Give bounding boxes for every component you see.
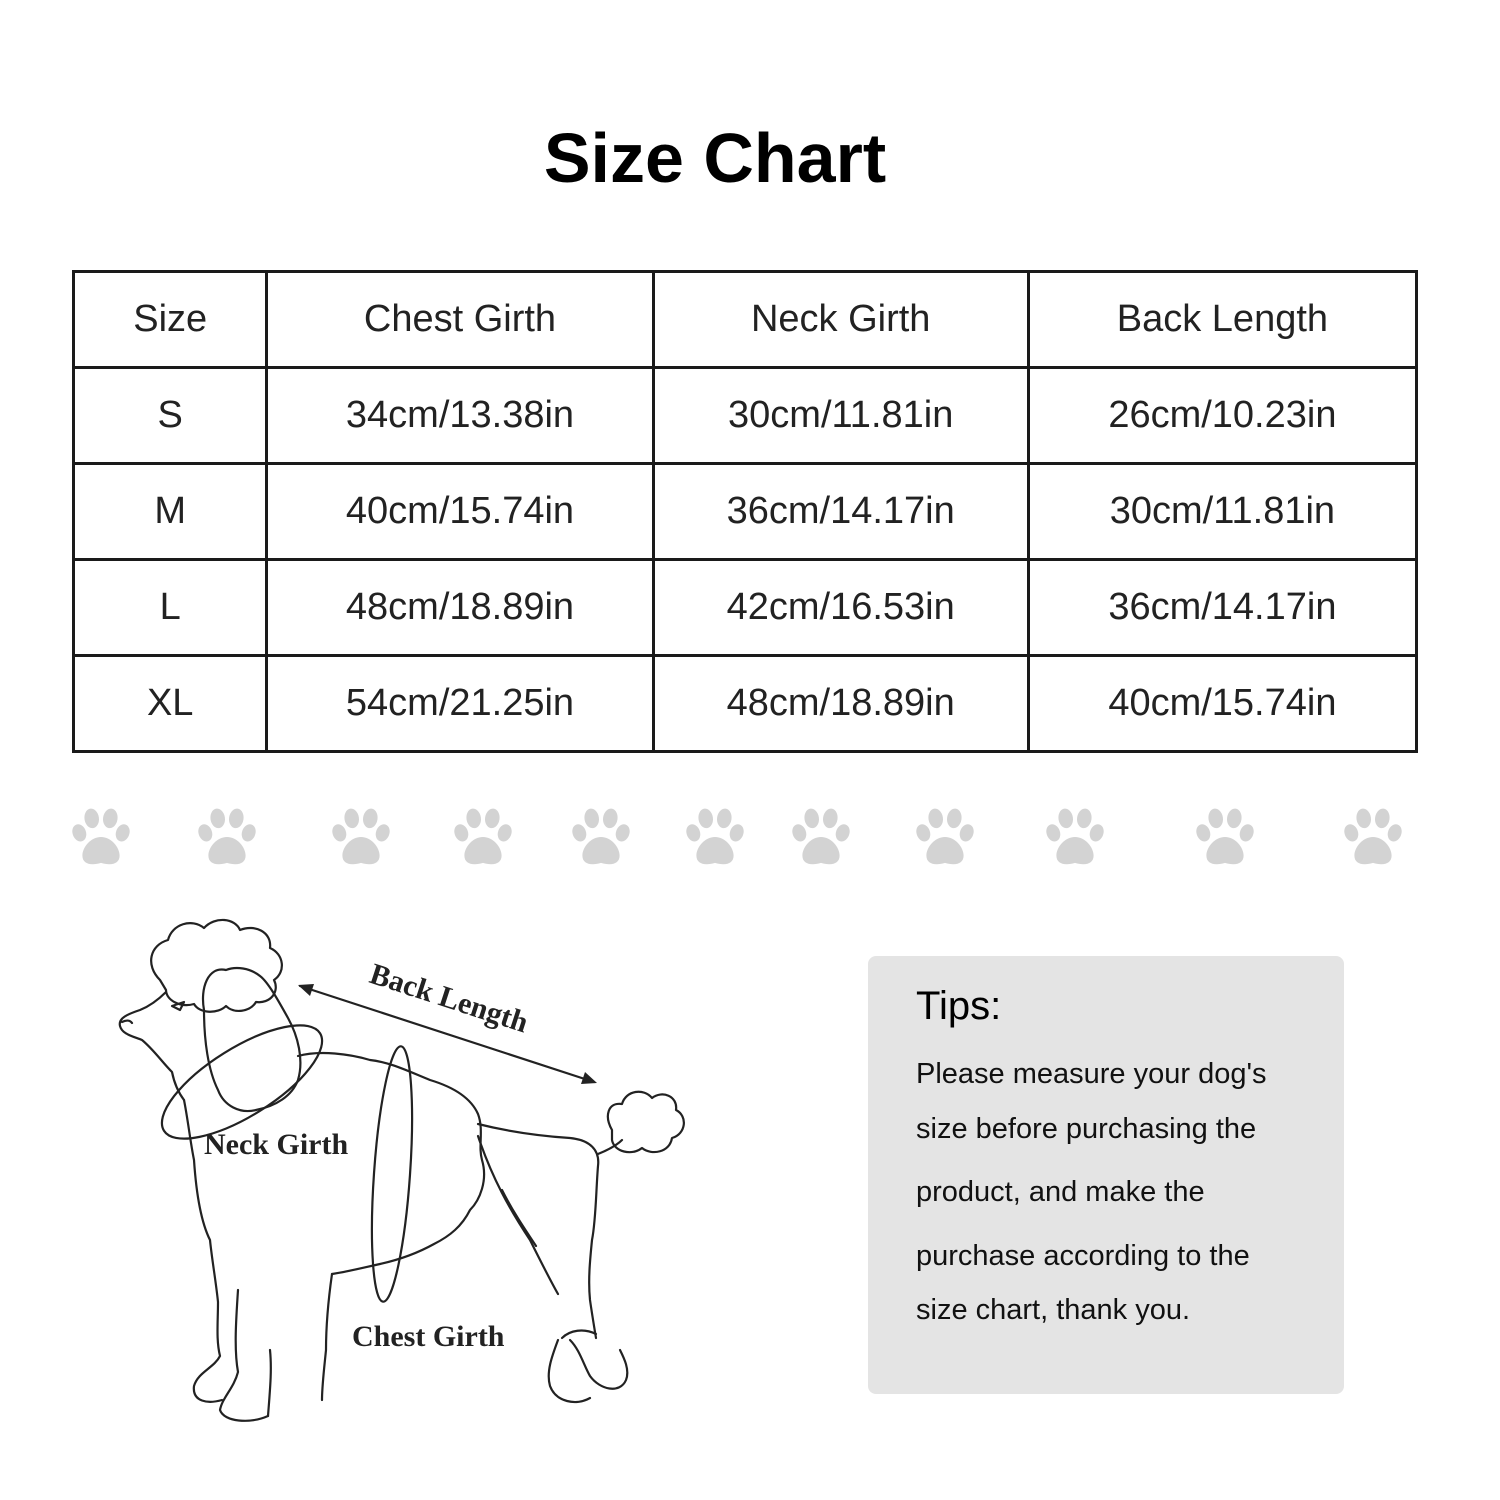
cell-chest: 34cm/13.38in	[267, 368, 653, 464]
paw-print-icon	[70, 806, 132, 868]
dog-eye	[172, 1002, 184, 1010]
dog-measurement-diagram	[100, 910, 700, 1450]
cell-neck: 36cm/14.17in	[653, 464, 1028, 560]
table-row	[74, 464, 1417, 560]
cell-neck: 42cm/16.53in	[653, 560, 1028, 656]
cell-size: M	[74, 464, 267, 560]
table-row	[74, 656, 1417, 752]
size-table	[72, 270, 1418, 753]
table-row	[74, 368, 1417, 464]
tips-line: Please measure your dog's	[916, 1058, 1267, 1090]
cell-neck: 48cm/18.89in	[653, 656, 1028, 752]
tips-line: size chart, thank you.	[916, 1294, 1191, 1326]
table-header-row	[74, 272, 1417, 368]
header-neck-girth: Neck Girth	[653, 272, 1028, 368]
header-back-length: Back Length	[1028, 272, 1416, 368]
chest-girth-ring	[365, 1045, 419, 1303]
dog-front-leg	[220, 1290, 268, 1421]
cell-size: S	[74, 368, 267, 464]
cell-size: XL	[74, 656, 267, 752]
cell-back: 26cm/10.23in	[1028, 368, 1416, 464]
tips-line: purchase according to the	[916, 1240, 1250, 1272]
page-title: Size Chart	[543, 119, 887, 197]
dog-topknot	[151, 920, 282, 1012]
paw-print-icon	[196, 806, 258, 868]
tips-line: size before purchasing the	[916, 1113, 1257, 1145]
arrow-head-right	[581, 1072, 597, 1084]
paw-print-icon	[1044, 806, 1106, 868]
tips-line: product, and make the	[916, 1176, 1205, 1208]
paw-print-icon	[1342, 806, 1404, 868]
chest-girth-label: Chest Girth	[352, 1320, 505, 1353]
cell-back: 40cm/15.74in	[1028, 656, 1416, 752]
back-length-label: Back Length	[365, 957, 533, 1040]
cell-chest: 40cm/15.74in	[267, 464, 653, 560]
paw-print-icon	[914, 806, 976, 868]
cell-back: 30cm/11.81in	[1028, 464, 1416, 560]
neck-girth-label: Neck Girth	[204, 1128, 349, 1161]
paw-print-icon	[570, 806, 632, 868]
cell-chest: 54cm/21.25in	[267, 656, 653, 752]
arrow-head-left	[298, 984, 314, 996]
cell-chest: 48cm/18.89in	[267, 560, 653, 656]
cell-size: L	[74, 560, 267, 656]
dog-hind-leg	[570, 1340, 627, 1389]
paw-print-icon	[452, 806, 514, 868]
cell-neck: 30cm/11.81in	[653, 368, 1028, 464]
dog-ear	[203, 968, 300, 1111]
tips-panel	[868, 956, 1344, 1394]
header-size: Size	[74, 272, 267, 368]
paw-print-icon	[790, 806, 852, 868]
paw-print-icon	[1194, 806, 1256, 868]
header-chest-girth: Chest Girth	[267, 272, 653, 368]
cell-back: 36cm/14.17in	[1028, 560, 1416, 656]
table-row	[74, 560, 1417, 656]
paw-print-icon	[684, 806, 746, 868]
tips-title: Tips:	[916, 984, 1002, 1028]
paw-print-icon	[330, 806, 392, 868]
paw-print-divider	[0, 806, 1500, 876]
